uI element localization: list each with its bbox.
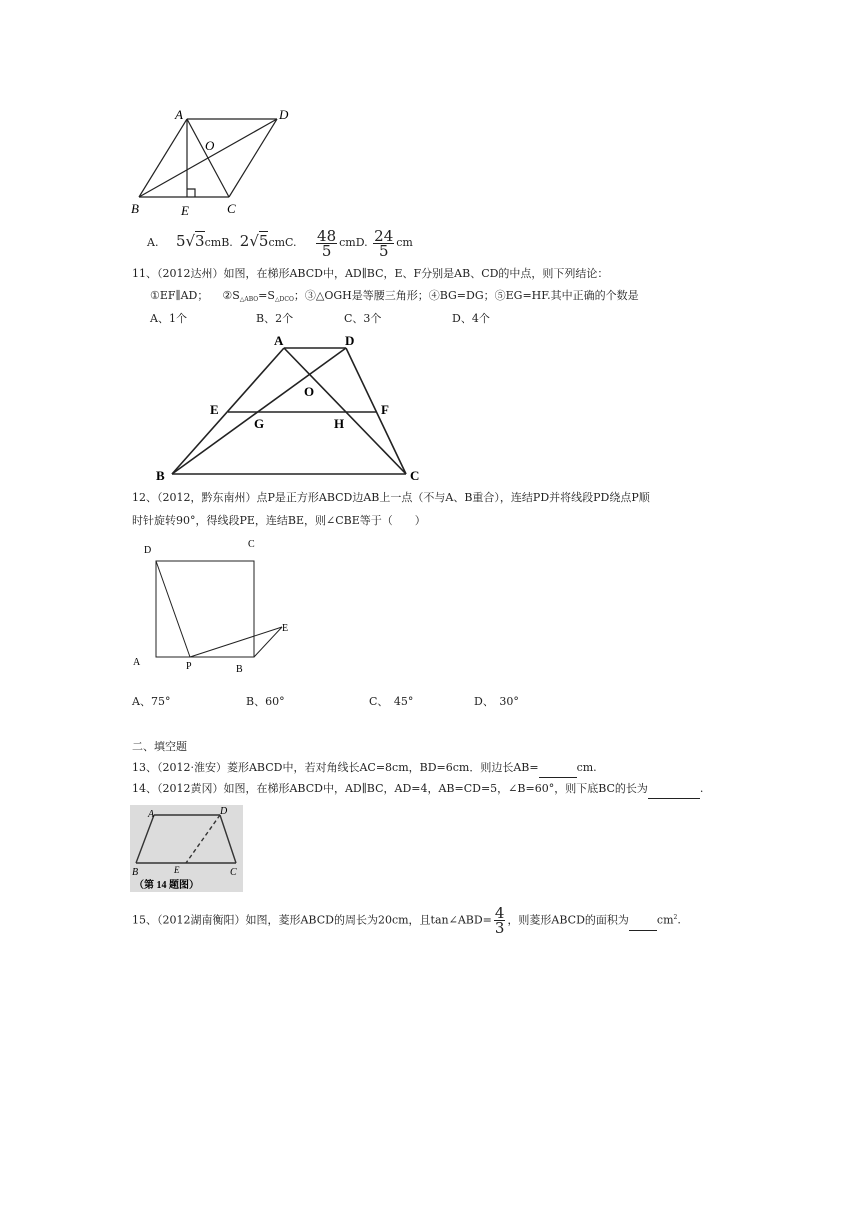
option-d-label: D. <box>355 236 368 249</box>
label-e: E <box>282 623 289 634</box>
label-a: A <box>175 107 183 122</box>
label-e: E <box>174 865 180 875</box>
label-b: B <box>156 468 165 482</box>
label-d: D <box>144 545 152 556</box>
label-g: G <box>254 416 265 431</box>
label-c: C <box>248 539 255 550</box>
q12-option-a: A、75° <box>132 695 171 708</box>
figure-trapezoid <box>150 330 430 482</box>
label-e: E <box>181 203 189 218</box>
q11-option-d: D、4个 <box>452 312 490 325</box>
label-a: A <box>148 809 155 820</box>
section-fill-in-title: 二、填空题 <box>132 740 187 753</box>
answer-blank[interactable] <box>629 914 657 931</box>
conclusion-2: $②S_{\triangle ABO}=S_{\triangle DCO}$ <box>222 289 294 303</box>
q11-option-c: C、3个 <box>344 312 382 325</box>
option-d-fraction: $\frac{24}{5}$ <box>374 226 394 260</box>
label-c: C <box>227 201 236 216</box>
q14-text: 14、（2012黄冈）如图，在梯形ABCD中，AD∥BC，AD=4，AB=CD=5，∠B=60°，则下底BC的长为 . <box>132 781 703 799</box>
q12-line1: 12、（2012，黔东南州）点P是正方形ABCD边AB上一点（不与A、B重合），连结PD并将线段PD绕点P顺 <box>132 491 650 504</box>
figure-photo-trapezoid <box>130 805 243 892</box>
option-a-label: A. <box>147 236 159 249</box>
q11-option-a: A、1个 <box>150 312 187 325</box>
q11-conclusions <box>150 288 639 308</box>
q11-option-b: B、2个 <box>256 312 294 325</box>
option-c-label: C. <box>285 236 297 249</box>
answer-blank[interactable] <box>648 782 700 799</box>
label-h: H <box>334 416 345 431</box>
label-b: B <box>131 201 139 216</box>
option-a-unit: cm <box>204 236 222 249</box>
label-c: C <box>410 468 420 482</box>
answer-blank[interactable] <box>539 761 577 778</box>
figure-photo-drawing <box>130 805 243 892</box>
q10-options <box>147 226 413 258</box>
conclusion-1: ①EF∥AD； <box>150 289 209 302</box>
q13-text: 13、（2012·淮安）菱形ABCD中，若对角线长AC=8cm，BD=6cm．则边长AB= cm. <box>132 760 597 778</box>
option-a-value: 5√3 <box>175 232 205 250</box>
option-b-label: B. <box>221 236 233 249</box>
label-p: P <box>186 661 192 672</box>
label-o: O <box>304 384 315 399</box>
label-f: F <box>381 402 389 417</box>
label-a: A <box>274 333 284 348</box>
q11-stem: 11、（2012达州）如图，在梯形ABCD中，AD∥BC，E、F分别是AB、CD的中点，则下列结论： <box>132 267 609 280</box>
label-d: D <box>279 107 289 122</box>
label-o: O <box>205 138 215 153</box>
option-d-unit: cm <box>396 236 413 249</box>
label-e: E <box>210 402 219 417</box>
label-b: B <box>236 664 243 675</box>
q12-option-d: D、 30° <box>474 695 519 708</box>
q12-option-c: C、 45° <box>369 695 414 708</box>
label-c: C <box>230 867 237 878</box>
option-b-value: 2√5 <box>239 232 269 250</box>
q12-line2: 时针旋转90°，得线段PE，连结BE，则∠CBE等于（ ） <box>132 514 426 527</box>
label-b: B <box>132 867 139 878</box>
q15-text: 15、（2012湖南衡阳）如图，菱形ABCD的周长为20cm，且tan∠ABD= $\frac{4}{3}$ ，则菱形ABCD的面积为 $cm^2$. <box>132 904 681 937</box>
option-c-unit: cm <box>339 236 356 249</box>
label-d: D <box>220 806 228 817</box>
conclusion-rest: ；③△OGH是等腰三角形；④BG=DG；⑤EG=HF.其中正确的个数是 <box>293 289 639 302</box>
figure-caption: （第 14 题图） <box>134 880 199 891</box>
option-c-fraction: $\frac{48}{5}$ <box>317 226 337 260</box>
figure-parallelogram <box>125 105 300 220</box>
q12-option-b: B、60° <box>246 695 285 708</box>
tan-fraction: $\frac{4}{3}$ <box>494 904 505 937</box>
figure-square <box>128 535 308 680</box>
option-b-unit: cm <box>268 236 286 249</box>
label-d: D <box>345 333 355 348</box>
label-a: A <box>133 657 141 668</box>
